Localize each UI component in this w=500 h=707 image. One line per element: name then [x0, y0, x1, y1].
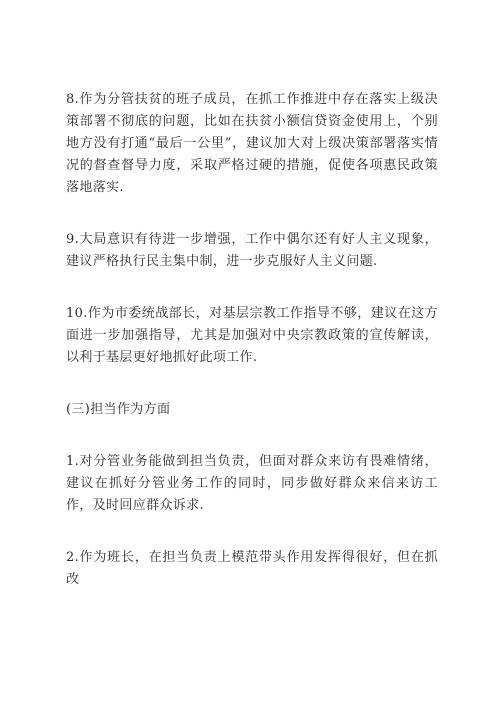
document-page	[66, 89, 438, 591]
paragraph-item-2: 2.作为班长，在担当负责上模范带头作用发挥得很好，但在抓改	[66, 550, 438, 587]
section-heading: (三)担当作为方面	[66, 402, 171, 417]
paragraph-item-9: 9.大局意识有待进一步增强，工作中偶尔还有好人主义现象，建议严格执行民主集中制，进一步克服好人主义问题.	[66, 232, 438, 269]
paragraph-item-8: 8.作为分管扶贫的班子成员，在抓工作推进中存在落实上级决策部署不彻底的问题，比如在扶贫小额信贷资金使用上，个别地方没有打通“最后一公里”，建议加大对上级决策部署落实情况的督查督导力度，采取严格过硬的措施，促使各项惠民政策落地落实.	[66, 92, 438, 195]
paragraph-item-10: 10.作为市委统战部长，对基层宗教工作指导不够，建议在这方面进一步加强指导，尤其是加强对中央宗教政策的宣传解读，以利于基层更好地抓好此项工作.	[66, 306, 438, 365]
paragraph-item-1: 1.对分管业务能做到担当负责，但面对群众来访有畏难情绪，建议在抓好分管业务工作的同时，同步做好群众来信来访工作，及时回应群众诉求.	[66, 454, 438, 513]
